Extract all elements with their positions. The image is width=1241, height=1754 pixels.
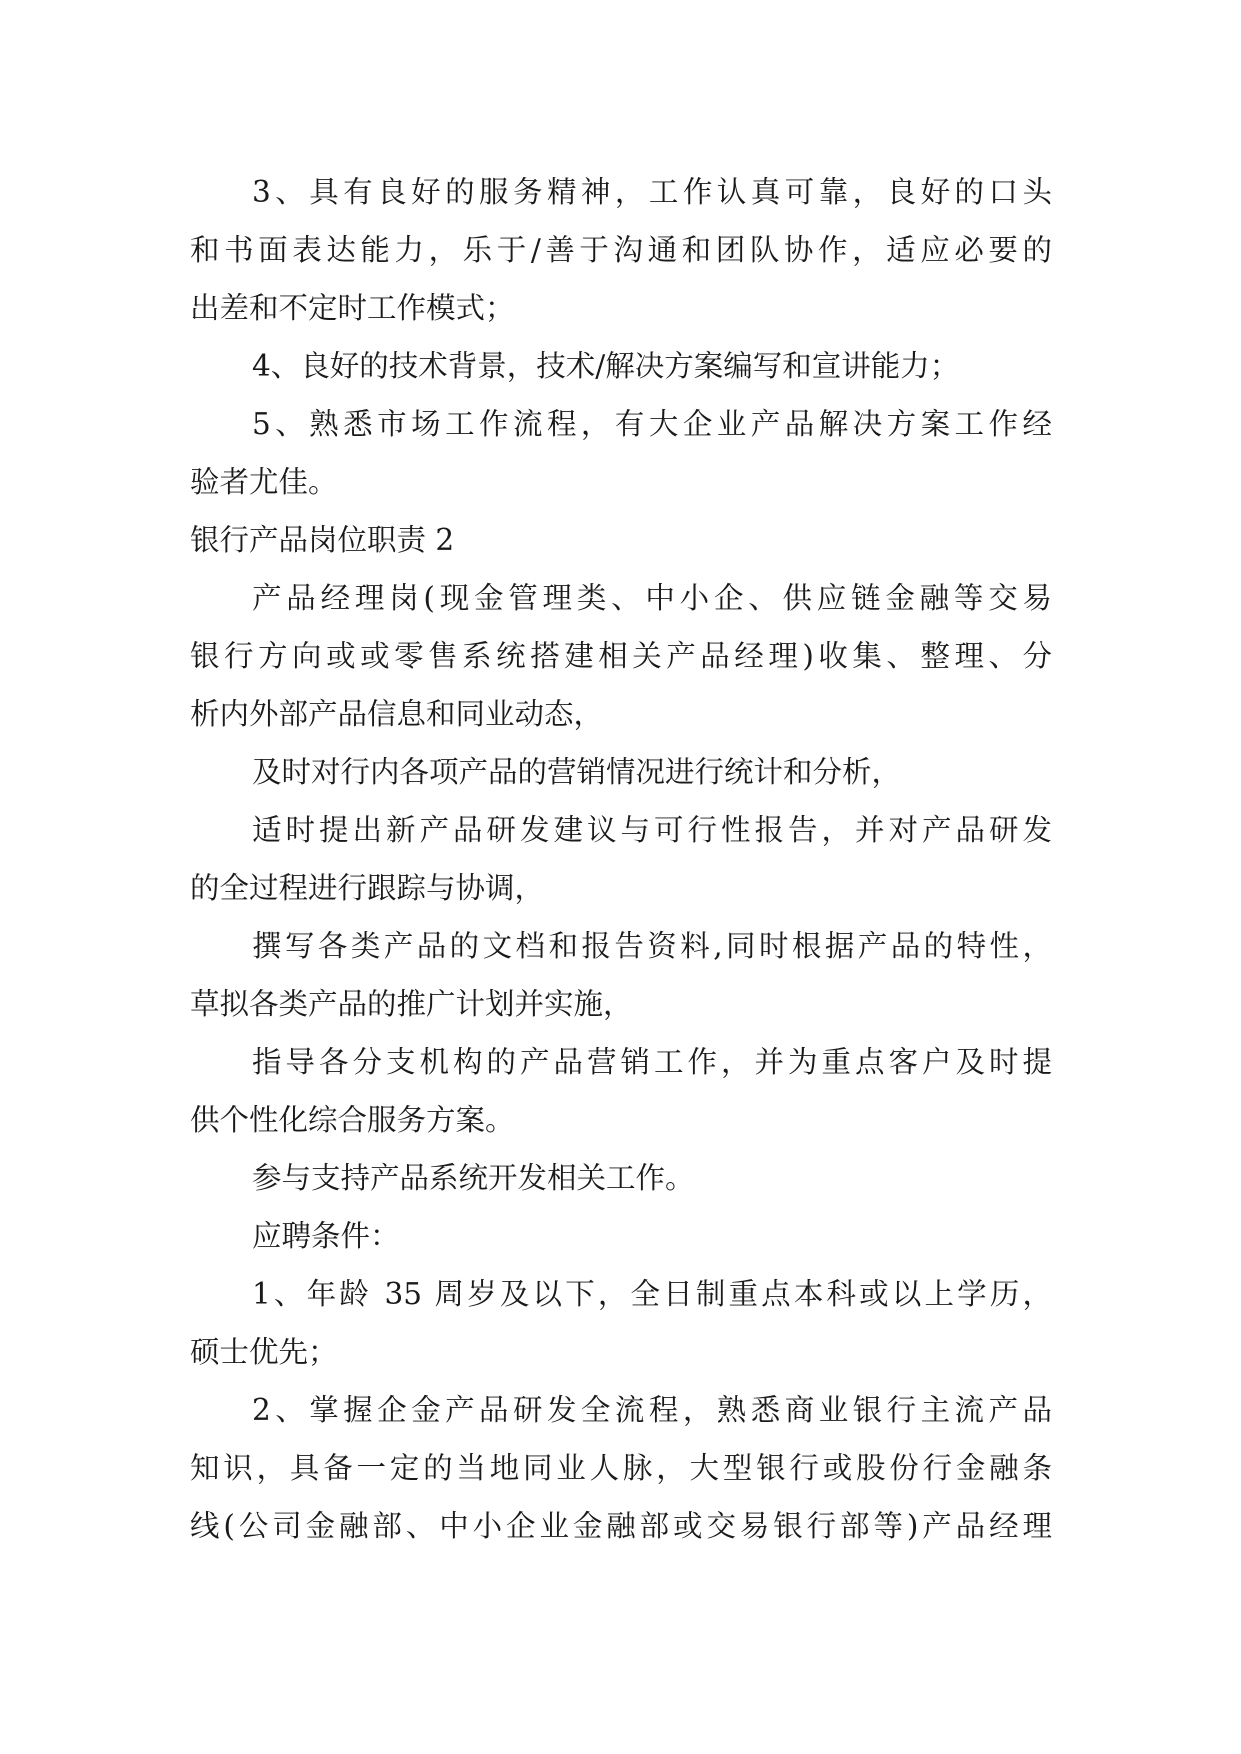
paragraph-line: 供个性化综合服务方案。 bbox=[190, 1103, 515, 1137]
paragraph-line: 撰写各类产品的文档和报告资料,同时根据产品的特性， bbox=[252, 929, 1052, 963]
paragraph-line: 产品经理岗(现金管理类、中小企、供应链金融等交易 bbox=[252, 581, 1052, 615]
paragraph-line: 1、年龄 35 周岁及以下，全日制重点本科或以上学历， bbox=[252, 1277, 1052, 1311]
paragraph-line: 草拟各类产品的推广计划并实施， bbox=[190, 987, 633, 1021]
paragraph-line: 5、熟悉市场工作流程，有大企业产品解决方案工作经 bbox=[252, 407, 1052, 441]
paragraph-line: 及时对行内各项产品的营销情况进行统计和分析， bbox=[252, 755, 902, 789]
paragraph-line: 硕士优先； bbox=[190, 1335, 338, 1369]
paragraph-line: 3、具有良好的服务精神，工作认真可靠，良好的口头 bbox=[252, 175, 1052, 209]
section-heading: 银行产品岗位职责 2 bbox=[190, 523, 455, 557]
paragraph-line: 和书面表达能力，乐于/善于沟通和团队协作，适应必要的 bbox=[190, 233, 1052, 267]
paragraph-line: 知识，具备一定的当地同业人脉，大型银行或股份行金融条 bbox=[190, 1451, 1052, 1485]
paragraph-line: 验者尤佳。 bbox=[190, 465, 338, 499]
paragraph-line: 2、掌握企金产品研发全流程，熟悉商业银行主流产品 bbox=[252, 1393, 1052, 1427]
paragraph-line: 出差和不定时工作模式； bbox=[190, 291, 515, 325]
paragraph-line: 线(公司金融部、中小企业金融部或交易银行部等)产品经理 bbox=[190, 1509, 1052, 1543]
paragraph-line: 指导各分支机构的产品营销工作，并为重点客户及时提 bbox=[252, 1045, 1052, 1079]
paragraph-line: 适时提出新产品研发建议与可行性报告，并对产品研发 bbox=[252, 813, 1052, 847]
paragraph-line: 应聘条件： bbox=[252, 1219, 400, 1253]
paragraph-line: 析内外部产品信息和同业动态， bbox=[190, 697, 604, 731]
document-body bbox=[190, 163, 1052, 1555]
paragraph-line: 的全过程进行跟踪与协调， bbox=[190, 871, 545, 905]
paragraph-line: 银行方向或或零售系统搭建相关产品经理)收集、整理、分 bbox=[190, 639, 1052, 673]
paragraph-line: 参与支持产品系统开发相关工作。 bbox=[252, 1161, 695, 1195]
paragraph-line: 4、良好的技术背景，技术/解决方案编写和宣讲能力； bbox=[252, 349, 960, 383]
